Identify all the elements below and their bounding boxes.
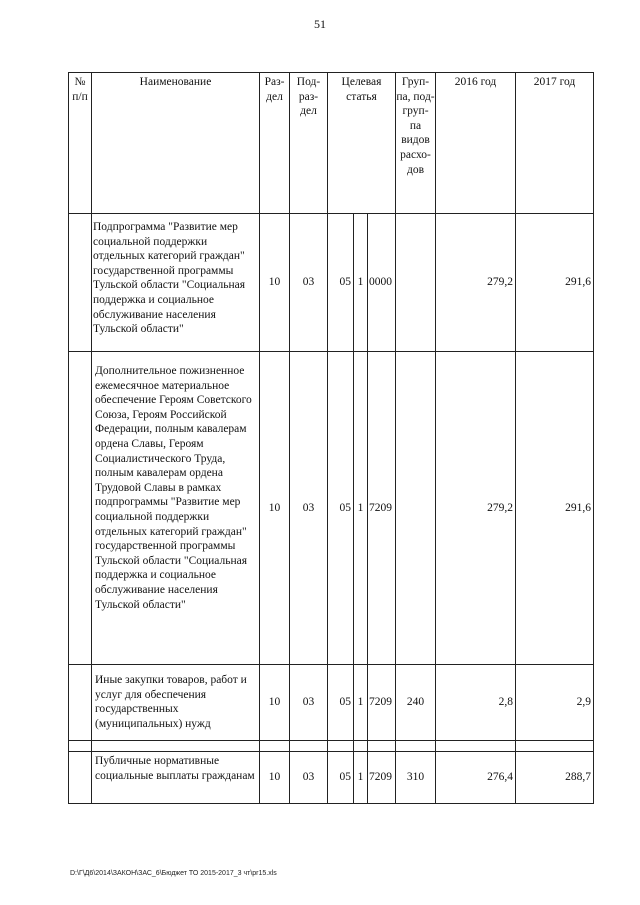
row-name: Публичные нормативные социальные выплаты гражданам [92,752,260,804]
table-row [69,665,594,741]
row-expense-group [396,214,436,352]
row-amount-2017: 291,6 [516,352,594,665]
row-amount-2017: 288,7 [516,752,594,804]
header-expense-group: Груп- па, под- груп- па видов расхо- дов [396,73,436,214]
budget-table [68,72,594,804]
row-razdel: 10 [260,752,290,804]
header-podrazdel: Под- раз- дел [290,73,328,214]
footer-file-path: D:\Г\Д6\2014\ЗАКОН\ЗАС_6\Бюджет ТО 2015-2017_3 чт\pr15.xls [70,870,277,877]
row-target-program: 05 [328,665,354,741]
row-target-direction: 0000 [368,214,396,352]
row-target-subprogram: 1 [354,214,368,352]
row-podrazdel: 03 [290,665,328,741]
header-name: Наименование [92,73,260,214]
header-target-article: Целевая статья [328,73,396,214]
row-amount-2017: 291,6 [516,214,594,352]
table-row [69,752,594,804]
row-num-cell [69,665,92,741]
row-podrazdel: 03 [290,752,328,804]
row-name: Дополнительное пожизненное ежемесячное материальное обеспечение Героям Советского Союза, Героям Российской Федерации, полным кавалерам ордена Славы, Героям Социалистического Труда, полным кавалерам ордена Трудовой Славы в рамках подпрограммы "Развитие мер социальной поддержки отдельных категорий граждан" государственной программы Тульской области "Социальная поддержка и социальное обслуживание населения Тульской области" [92,352,260,665]
row-amount-2016: 2,8 [436,665,516,741]
row-expense-group: 240 [396,665,436,741]
row-name: Иные закупки товаров, работ и услуг для обеспечения государственных (муниципальных) нужд [92,665,260,741]
row-num-cell [69,214,92,352]
row-name: Подпрограмма "Развитие мер социальной поддержки отдельных категорий граждан" государственной программы Тульской области "Социальная поддержка и социальное обслуживание населения Тульской области" [92,214,260,352]
row-target-subprogram: 1 [354,665,368,741]
row-razdel: 10 [260,665,290,741]
header-razdel: Раз- дел [260,73,290,214]
row-podrazdel: 03 [290,214,328,352]
row-target-subprogram: 1 [354,352,368,665]
table-row [69,214,594,352]
row-amount-2016: 279,2 [436,352,516,665]
header-num: № п/п [69,73,92,214]
row-target-direction: 7209 [368,665,396,741]
row-amount-2016: 276,4 [436,752,516,804]
row-amount-2016: 279,2 [436,214,516,352]
row-num-cell [69,752,92,804]
row-expense-group: 310 [396,752,436,804]
row-target-program: 05 [328,214,354,352]
table-gap-row [69,741,594,752]
row-razdel: 10 [260,214,290,352]
row-target-direction: 7209 [368,352,396,665]
row-target-direction: 7209 [368,752,396,804]
row-expense-group [396,352,436,665]
page-number: 51 [314,17,326,31]
row-target-program: 05 [328,352,354,665]
row-podrazdel: 03 [290,352,328,665]
row-target-subprogram: 1 [354,752,368,804]
header-2016: 2016 год [436,73,516,214]
row-target-program: 05 [328,752,354,804]
table-row [69,352,594,665]
row-num-cell [69,352,92,665]
row-amount-2017: 2,9 [516,665,594,741]
row-razdel: 10 [260,352,290,665]
header-2017: 2017 год [516,73,594,214]
